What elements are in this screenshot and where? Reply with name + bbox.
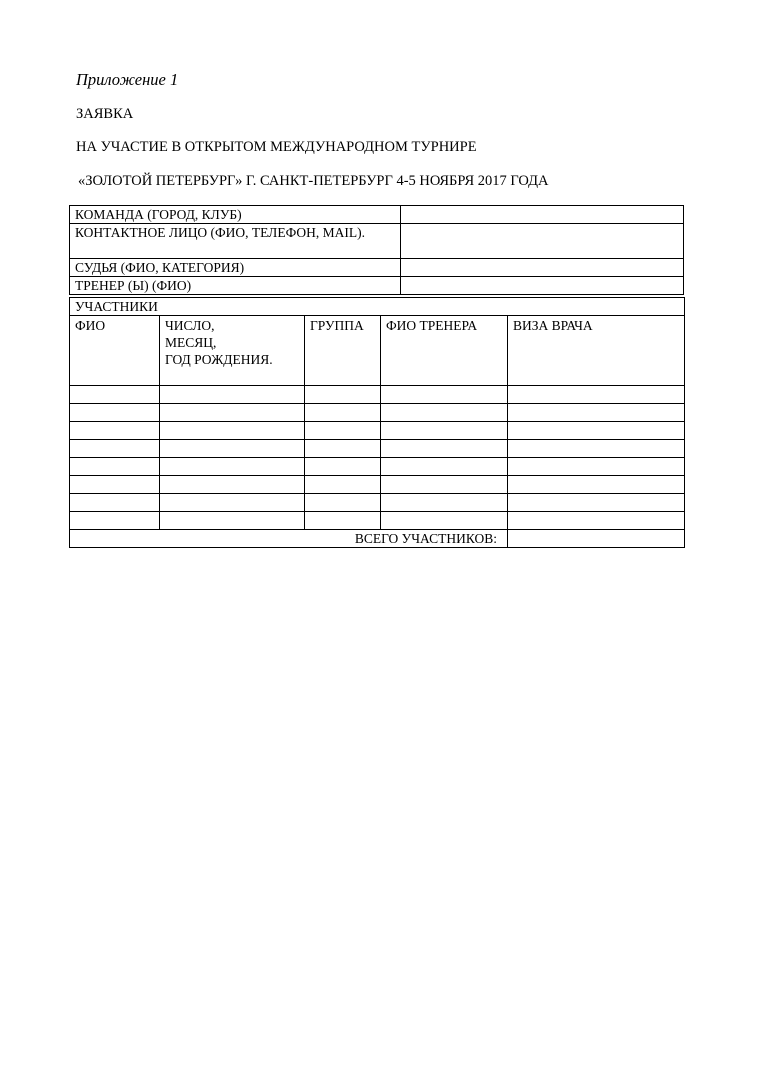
table-cell[interactable]	[508, 476, 685, 494]
participants-header-row	[70, 316, 685, 386]
column-header-dob-line1: ЧИСЛО,	[165, 318, 215, 333]
table-cell[interactable]	[381, 440, 508, 458]
table-cell[interactable]	[305, 422, 381, 440]
table-cell[interactable]	[160, 404, 305, 422]
table-cell[interactable]	[508, 422, 685, 440]
table-cell[interactable]	[381, 422, 508, 440]
table-cell[interactable]	[70, 512, 160, 530]
total-participants-value[interactable]	[508, 530, 685, 548]
heading-title: ЗАЯВКА	[76, 106, 134, 122]
table-cell[interactable]	[70, 440, 160, 458]
table-cell[interactable]	[508, 494, 685, 512]
info-row-judge	[70, 259, 684, 277]
table-cell[interactable]	[70, 404, 160, 422]
table-row	[70, 476, 685, 494]
heading-event: «ЗОЛОТОЙ ПЕТЕРБУРГ» Г. САНКТ-ПЕТЕРБУРГ 4-5 НОЯБРЯ 2017 ГОДА	[78, 173, 549, 189]
table-cell[interactable]	[160, 386, 305, 404]
appendix-label: Приложение 1	[76, 70, 179, 89]
table-cell[interactable]	[381, 458, 508, 476]
info-label-coach: ТРЕНЕР (Ы) (ФИО)	[70, 277, 401, 295]
info-label-contact: КОНТАКТНОЕ ЛИЦО (ФИО, ТЕЛЕФОН, MAIL).	[70, 224, 401, 259]
table-cell[interactable]	[70, 386, 160, 404]
table-cell[interactable]	[381, 494, 508, 512]
table-cell[interactable]	[305, 440, 381, 458]
table-cell[interactable]	[305, 494, 381, 512]
info-row-team	[70, 206, 684, 224]
table-cell[interactable]	[381, 404, 508, 422]
column-header-coach: ФИО ТРЕНЕРА	[381, 316, 508, 386]
table-cell[interactable]	[70, 422, 160, 440]
column-header-doctor-visa: ВИЗА ВРАЧА	[508, 316, 685, 386]
table-row	[70, 422, 685, 440]
table-cell[interactable]	[160, 440, 305, 458]
info-value-team[interactable]	[401, 206, 684, 224]
team-info-table	[69, 205, 684, 295]
participants-table	[69, 297, 685, 548]
info-row-coach	[70, 277, 684, 295]
table-cell[interactable]	[508, 404, 685, 422]
column-header-dob-line2: МЕСЯЦ,	[165, 335, 217, 350]
table-row	[70, 440, 685, 458]
info-value-contact[interactable]	[401, 224, 684, 259]
table-cell[interactable]	[305, 404, 381, 422]
table-row	[70, 458, 685, 476]
column-header-name: ФИО	[70, 316, 160, 386]
table-row	[70, 494, 685, 512]
table-cell[interactable]	[381, 476, 508, 494]
column-header-group: ГРУППА	[305, 316, 381, 386]
info-value-judge[interactable]	[401, 259, 684, 277]
table-cell[interactable]	[70, 494, 160, 512]
participants-total-row	[70, 530, 685, 548]
table-cell[interactable]	[305, 386, 381, 404]
table-cell[interactable]	[160, 422, 305, 440]
table-cell[interactable]	[508, 440, 685, 458]
heading-subtitle: НА УЧАСТИЕ В ОТКРЫТОМ МЕЖДУНАРОДНОМ ТУРНИРЕ	[76, 139, 477, 155]
table-cell[interactable]	[305, 476, 381, 494]
participants-section-row	[70, 298, 685, 316]
table-row	[70, 404, 685, 422]
table-cell[interactable]	[508, 458, 685, 476]
table-cell[interactable]	[160, 512, 305, 530]
table-row	[70, 386, 685, 404]
table-cell[interactable]	[160, 494, 305, 512]
column-header-dob	[160, 316, 305, 386]
column-header-dob-line3: ГОД РОЖДЕНИЯ.	[165, 352, 273, 367]
info-row-contact	[70, 224, 684, 259]
info-label-team: КОМАНДА (ГОРОД, КЛУБ)	[70, 206, 401, 224]
table-cell[interactable]	[381, 512, 508, 530]
table-cell[interactable]	[70, 458, 160, 476]
table-cell[interactable]	[305, 512, 381, 530]
total-participants-label: ВСЕГО УЧАСТНИКОВ:	[70, 530, 508, 548]
table-cell[interactable]	[70, 476, 160, 494]
table-cell[interactable]	[508, 386, 685, 404]
info-value-coach[interactable]	[401, 277, 684, 295]
table-cell[interactable]	[160, 458, 305, 476]
participants-section-title: УЧАСТНИКИ	[70, 298, 685, 316]
table-cell[interactable]	[305, 458, 381, 476]
table-row	[70, 512, 685, 530]
table-cell[interactable]	[508, 512, 685, 530]
table-cell[interactable]	[160, 476, 305, 494]
info-label-judge: СУДЬЯ (ФИО, КАТЕГОРИЯ)	[70, 259, 401, 277]
table-cell[interactable]	[381, 386, 508, 404]
